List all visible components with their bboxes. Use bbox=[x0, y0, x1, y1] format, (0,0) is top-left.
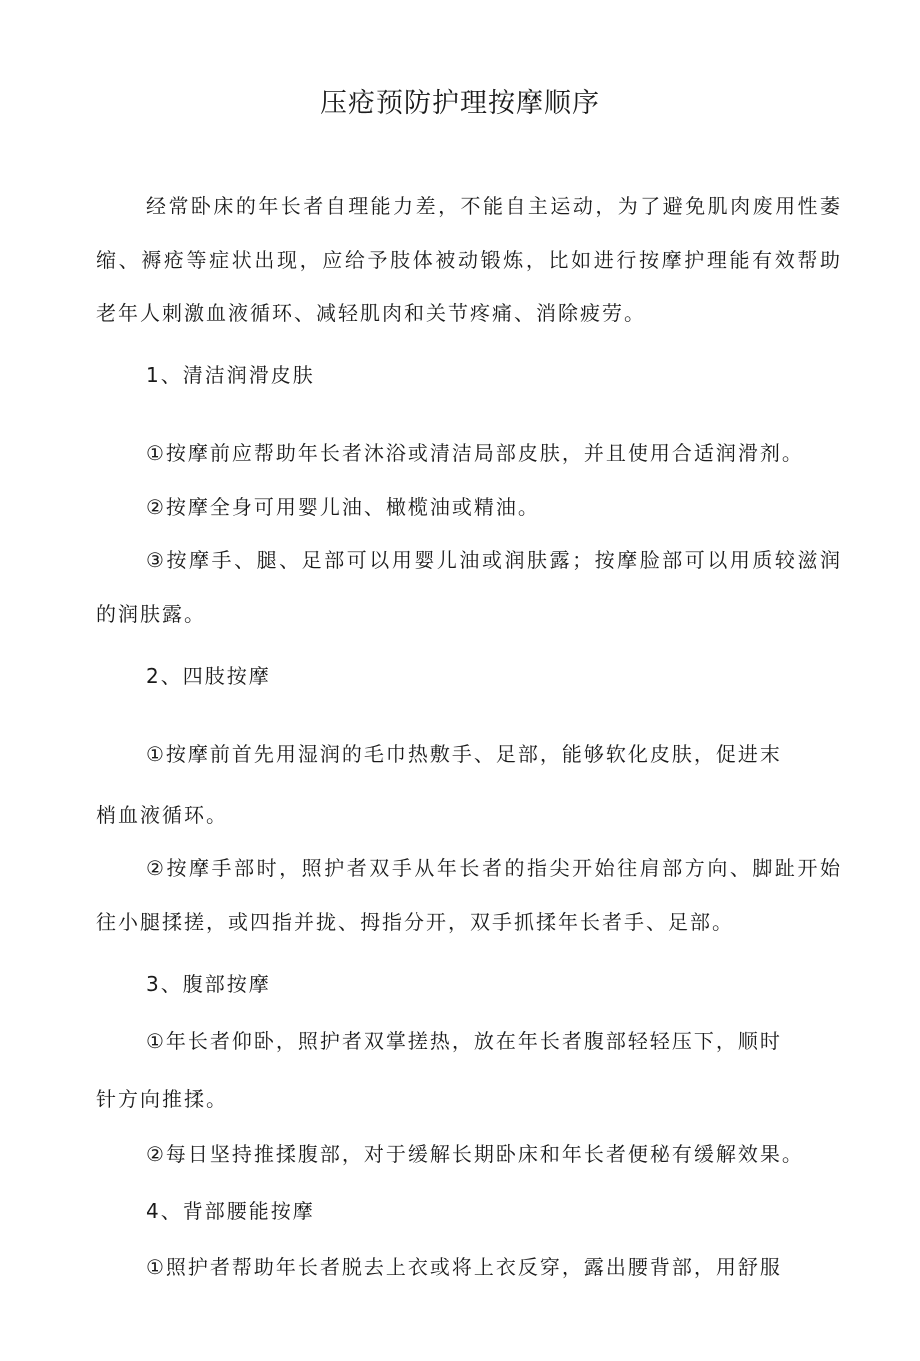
list-item-continuation: 往小腿揉搓，或四指并拢、拇指分开，双手抓揉年长者手、足部。 bbox=[96, 910, 734, 934]
list-item: ③按摩手、腿、足部可以用婴儿油或润肤露；按摩脸部可以用质较滋润 bbox=[146, 548, 840, 572]
document-title: 压疮预防护理按摩顺序 bbox=[320, 88, 600, 119]
section-heading: 3、腹部按摩 bbox=[146, 972, 271, 996]
list-item: ①年长者仰卧，照护者双掌搓热，放在年长者腹部轻轻压下，顺时 bbox=[146, 1029, 782, 1053]
list-item: ②按摩手部时，照护者双手从年长者的指尖开始往肩部方向、脚趾开始 bbox=[146, 856, 840, 880]
paragraph-line: 经常卧床的年长者自理能力差，不能自主运动，为了避免肌肉废用性萎 bbox=[146, 194, 840, 218]
list-item: ①照护者帮助年长者脱去上衣或将上衣反穿，露出腰背部，用舒服 bbox=[146, 1255, 782, 1279]
list-item: ②每日坚持推揉腹部，对于缓解长期卧床和年长者便秘有缓解效果。 bbox=[146, 1142, 804, 1166]
list-item-continuation: 梢血液循环。 bbox=[96, 803, 228, 827]
list-item: ②按摩全身可用婴儿油、橄榄油或精油。 bbox=[146, 495, 540, 519]
list-item: ①按摩前应帮助年长者沐浴或清洁局部皮肤，并且使用合适润滑剂。 bbox=[146, 441, 804, 465]
list-item: ①按摩前首先用湿润的毛巾热敷手、足部，能够软化皮肤，促进末 bbox=[146, 742, 782, 766]
list-item-continuation: 的润肤露。 bbox=[96, 602, 206, 626]
list-item-continuation: 针方向推揉。 bbox=[96, 1087, 228, 1111]
section-heading: 2、四肢按摩 bbox=[146, 664, 271, 688]
section-heading: 1、清洁润滑皮肤 bbox=[146, 363, 315, 387]
section-heading: 4、背部腰能按摩 bbox=[146, 1199, 315, 1223]
paragraph-line: 老年人刺激血液循环、减轻肌肉和关节疼痛、消除疲劳。 bbox=[96, 301, 646, 325]
paragraph-line: 缩、褥疮等症状出现，应给予肢体被动锻炼，比如进行按摩护理能有效帮助 bbox=[96, 248, 840, 272]
